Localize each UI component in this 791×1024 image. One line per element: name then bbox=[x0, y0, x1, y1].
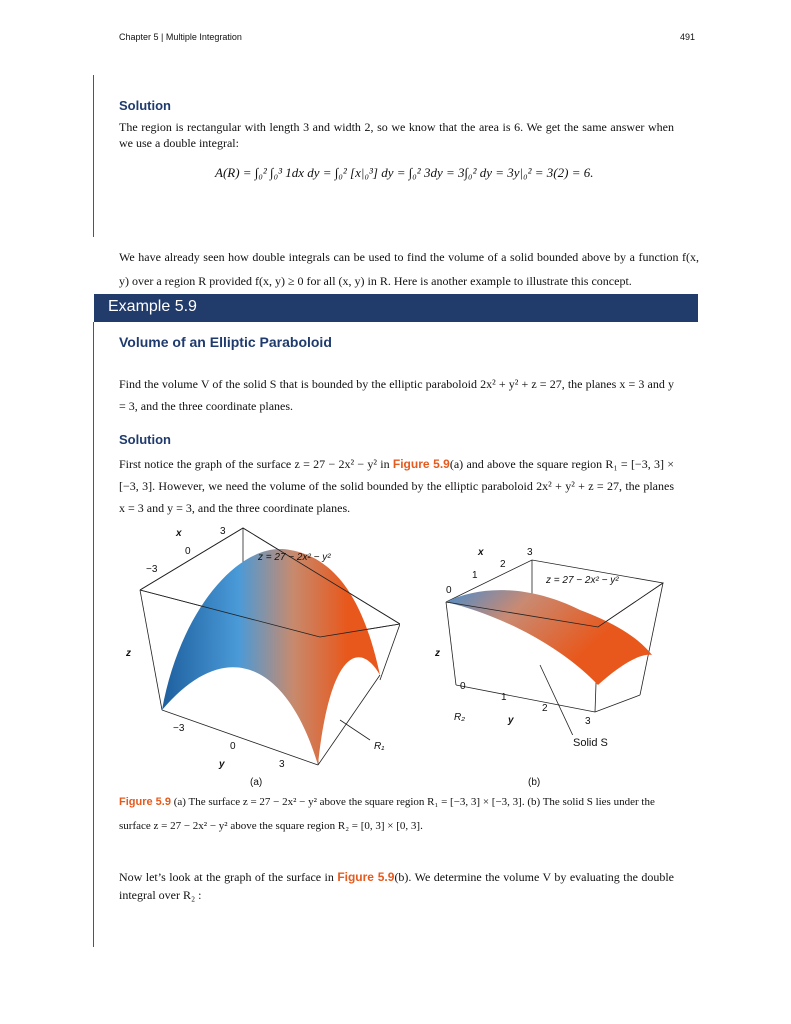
figure-label: Figure 5.9 bbox=[119, 796, 171, 808]
surface-a bbox=[162, 549, 380, 765]
x-tick: 1 bbox=[472, 570, 478, 581]
figure-caption bbox=[119, 790, 679, 838]
x-tick: 3 bbox=[220, 526, 226, 537]
figure-a-plot bbox=[110, 520, 400, 780]
x-axis-label: x bbox=[176, 528, 182, 539]
y-tick: −3 bbox=[173, 723, 185, 734]
caption-text: (a) The surface z = 27 − 2x² − y² above the square region R₁ = [−3, 3] × [−3, 3]. (b) The solid S lies under the surface z = 27 − 2x² − y² above the square region R₂ = [0, 3] × [0, 3]. bbox=[119, 796, 655, 832]
fig-b-sublabel: (b) bbox=[528, 777, 541, 788]
x-axis-label: x bbox=[478, 547, 484, 558]
fig-a-equation: z = 27 − 2x² − y² bbox=[258, 552, 331, 563]
x-tick: −3 bbox=[146, 564, 158, 575]
y-tick: 3 bbox=[279, 759, 285, 770]
figure-link[interactable]: Figure 5.9 bbox=[337, 870, 395, 884]
region-r2-label: R₂ bbox=[454, 712, 466, 723]
region-r1-label: R₁ bbox=[374, 741, 385, 752]
x-tick: 3 bbox=[527, 547, 533, 558]
y-axis-label: y bbox=[508, 715, 514, 726]
y-tick: 0 bbox=[230, 741, 236, 752]
solution2-heading: Solution bbox=[119, 432, 171, 447]
solution-border bbox=[93, 75, 94, 237]
solution-heading: Solution bbox=[119, 98, 171, 113]
example-title: Volume of an Elliptic Paraboloid bbox=[119, 334, 332, 350]
text: (b). We determine the volume V by evaluating the double integral over R₂ : bbox=[119, 870, 674, 902]
x-tick: 0 bbox=[446, 585, 452, 596]
chapter-header: Chapter 5 | Multiple Integration bbox=[119, 32, 242, 42]
y-tick: 2 bbox=[542, 703, 548, 714]
x-tick: 2 bbox=[500, 559, 506, 570]
example-problem: Find the volume V of the solid S that is bounded by the elliptic paraboloid 2x² + y² + z = 27, the planes x = 3 and y = 3, and the three coordinate planes. bbox=[119, 377, 674, 413]
y-tick: 1 bbox=[501, 692, 507, 703]
example-border bbox=[93, 322, 94, 947]
fig-a-sublabel: (a) bbox=[250, 777, 263, 788]
intro-paragraph: We have already seen how double integrals can be used to find the volume of a solid bounded above by a function f(x, y) over a region R provided f(x, y) ≥ 0 for all (x, y) in R. Here is another example to illustrate this concept. bbox=[119, 250, 699, 288]
z-axis-label: z bbox=[435, 648, 440, 659]
example-banner: Example 5.9 bbox=[94, 294, 698, 322]
y-tick: 0 bbox=[460, 681, 466, 692]
figure-link[interactable]: Figure 5.9 bbox=[392, 457, 450, 471]
page-number: 491 bbox=[680, 32, 696, 42]
z-axis-label: z bbox=[126, 648, 131, 659]
x-tick: 0 bbox=[185, 546, 191, 557]
y-axis-label: y bbox=[219, 759, 225, 770]
fig-b-equation: z = 27 − 2x² − y² bbox=[546, 575, 619, 586]
text: First notice the graph of the surface z = 27 − 2x² − y² in bbox=[119, 457, 393, 471]
closing-paragraph bbox=[119, 868, 674, 904]
area-equation: A(R) = ∫₀² ∫₀³ 1dx dy = ∫₀² [x|₀³] dy = ∫₀² 3dy = 3∫₀² dy = 3y|₀² = 3(2) = 6. bbox=[215, 165, 594, 180]
text: Now let’s look at the graph of the surface in bbox=[119, 870, 338, 884]
text: (a) and above the square region R₁ = [−3, 3] × [−3, 3]. However, we need the volume of the solid bounded by the elliptic paraboloid 2x² + y² + z = 27, the planes x = 3 and y = 3, and the three coordinate planes. bbox=[119, 457, 675, 515]
solution2-text bbox=[119, 453, 674, 519]
solid-s-label: Solid S bbox=[573, 737, 608, 749]
surface-b bbox=[446, 590, 652, 685]
y-tick: 3 bbox=[585, 716, 591, 727]
solution-text: The region is rectangular with length 3 and width 2, so we know that the area is 6. We get the same answer when we use a double integral: bbox=[119, 120, 674, 150]
